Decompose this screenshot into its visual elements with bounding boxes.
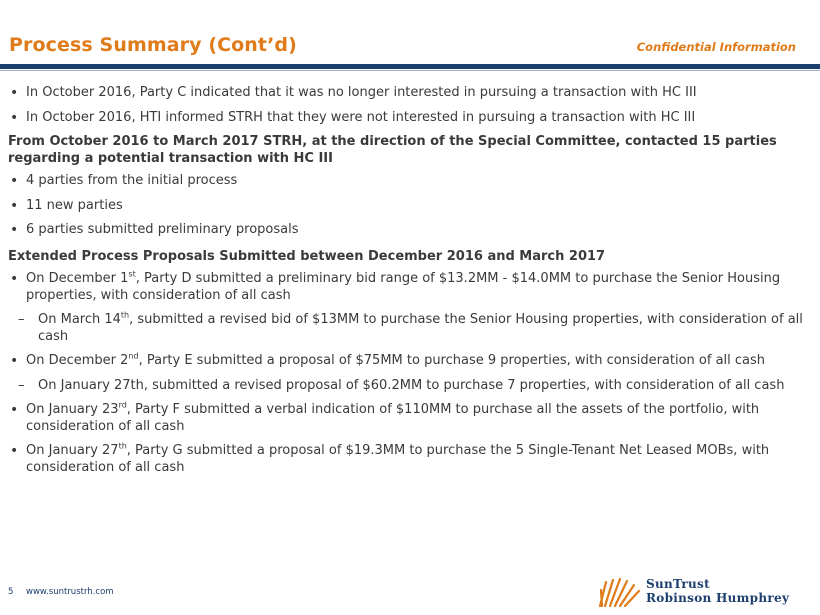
bullet-icon: •: [10, 353, 19, 369]
section-heading: Extended Process Proposals Submitted between December 2016 and March 2017: [8, 248, 606, 264]
content-area: [8, 85, 808, 484]
company-logo: [596, 576, 796, 608]
bullet-icon: •: [10, 271, 19, 287]
section-heading: From October 2016 to March 2017 STRH, at the direction of the Special Committee, contacted 15 parties regarding a potential transaction with HC III: [8, 134, 777, 166]
list-item: [8, 402, 808, 435]
header-rule-thin: [0, 70, 820, 71]
bullet-text: On December 2nd, Party E submitted a proposal of $75MM to purchase 9 properties, with consideration of all cash: [26, 351, 766, 368]
bullet-icon: •: [10, 85, 19, 101]
list-item: [8, 85, 808, 102]
list-item: [8, 443, 808, 476]
list-item: [8, 110, 808, 127]
bullet-text: In October 2016, HTI informed STRH that they were not interested in pursuing a transaction with HC III: [26, 109, 696, 125]
list-item: [8, 173, 808, 190]
logo-line-1: SunTrust: [646, 577, 710, 591]
list-item: [8, 198, 808, 215]
page-number: 5: [8, 587, 14, 597]
page-title: Process Summary (Cont’d): [9, 34, 297, 56]
list-item: [8, 222, 808, 239]
bullet-text: 4 parties from the initial process: [26, 173, 238, 188]
list-item: [8, 353, 808, 370]
bullet-text: On January 23rd, Party F submitted a verbal indication of $110MM to purchase all the assets of the portfolio, with consideration of all cash: [26, 400, 760, 434]
bullet-icon: •: [10, 109, 19, 126]
bullet-text: On December 1st, Party D submitted a preliminary bid range of $13.2MM - $14.0MM to purchase the Senior Housing properties, with consideration of all cash: [26, 269, 781, 303]
confidential-label: Confidential Information: [636, 40, 796, 54]
bullet-text: 6 parties submitted preliminary proposals: [26, 222, 299, 237]
sunburst-logo-icon: [596, 576, 642, 608]
footer-url[interactable]: www.suntrustrh.com: [26, 587, 114, 597]
dash-icon: –: [18, 312, 25, 327]
sub-text: On January 27th, submitted a revised proposal of $60.2MM to purchase 7 properties, with consideration of all cash: [38, 377, 785, 393]
bullet-icon: •: [10, 197, 19, 214]
sub-list-item: [8, 312, 808, 345]
bullet-text: In October 2016, Party C indicated that it was no longer interested in pursuing a transaction with HC III: [26, 85, 697, 100]
bullet-text: On January 27th, Party G submitted a proposal of $19.3MM to purchase the 5 Single-Tenant Net Leased MOBs, with consideration of all cash: [26, 441, 770, 475]
sub-list-item: [8, 378, 808, 395]
list-item: [8, 271, 808, 304]
bullet-text: 11 new parties: [26, 197, 123, 213]
bullet-icon: •: [10, 173, 19, 189]
dash-icon: –: [18, 377, 25, 393]
bullet-icon: •: [10, 402, 19, 418]
header-rule: [0, 64, 820, 69]
sub-text: On March 14th, submitted a revised bid of $13MM to purchase the Senior Housing properties, with consideration of all cash: [38, 310, 803, 344]
bullet-icon: •: [10, 222, 19, 238]
logo-text: [646, 577, 789, 605]
logo-line-2: Robinson Humphrey: [646, 591, 790, 605]
bullet-icon: •: [10, 443, 19, 459]
